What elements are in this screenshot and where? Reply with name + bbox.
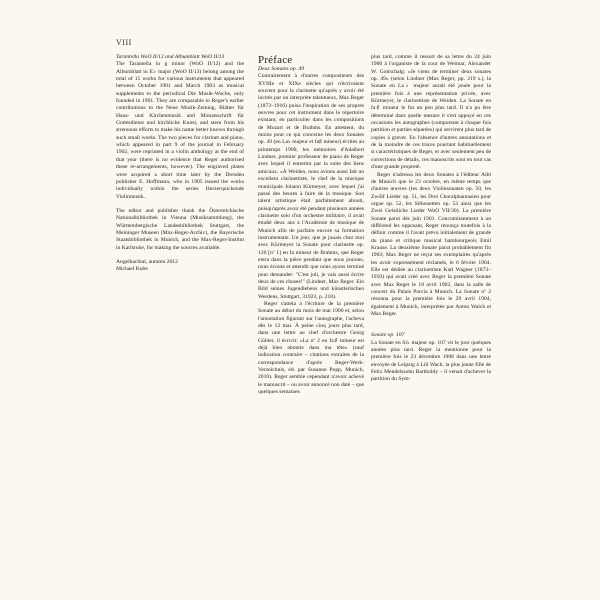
section-heading: Deux Sonates op. 49 (258, 66, 304, 72)
place-date: Angelbachtal, autumn 2012 (116, 258, 178, 265)
french-text-column-1 (258, 54, 364, 396)
preface-title: Préface (258, 54, 293, 66)
paragraph: Reger s'attela à l'écriture de la première Sonate au début du mois de mai 1900 et, selon l'annotation figurant sur l'autographe, l'acheva dès le 12 mai. À peine cinq jours plus tard, dans une lettre au chef d'orchestre Georg Göhler, il écrivit: «La nº 2 en fa♯ mineur est déjà bien aboutie dans ma tête» (sauf indication contraire – citations extraites de la correspondance d'après Reger-Werk-Verzeichnis, éd. par Susanne Popp, Munich, 2010). Reger semble cependant n'avoir achevé le manuscrit – ou avoir annoncé non daté – que quelques semaines (258, 301, 364, 396)
acknowledgements-paragraph: The editor and publisher thank the Österreichische Nationalbibliothek in Vienna (Musiksammlung), the Württembergische Landesbibliothek Stuttgart, the Meininger Museen (Max-Reger-Archiv), the Bayerische Staatsbibliothek in Munich, and the Max-Reger-Institut in Karlsruhe, for making the sources available. (116, 207, 244, 251)
english-text-column (116, 54, 244, 274)
section-heading: Tarantella WoO II/12 and Albumblatt WoO II/13 (116, 54, 225, 60)
paragraph: The Tarantella in g minor (WoO II/12) and the Albumblatt in E♭ major (WoO II/13) belong among the total of 15 works for various instruments that appeared between October 1901 and March 1903 as musical supplements to the periodical Die Musik-Woche, only founded in 1901. They are comparable to Reger's earlier contributions to the Neue Musik-Zeitung, Blätter für Haus- und Kirchenmusik and Monatsschrift für Gottesdienst und kirchliche Kunst, and stem from his strenuous efforts to make his name better known through such small works. The two pieces for clarinet and piano, which appeared in part 9 of the journal in February 1902, were reprinted in a violin anthology at the end of that year (there is no evidence that Reger authorised these re-arrangements, however). The engraved plates were acquired a short time later by the Dresden publisher E. Hoffmann, who in 1905 issued the works individually within the series Herzerquickende Violinmusik. (116, 61, 244, 200)
paragraph: La Sonate en Si♭ majeur op. 107 vit le jour quelques années plus tard. Reger la mentionne pour la première fois le 23 décembre 1908 dans une lettre envoyée de Leipzig à Lili Wach, la plus jeune fille de Felix Mendelssohn Bartholdy – il venait d'achever la partition du Sym- (371, 339, 491, 383)
paragraph: plus tard, comme il ressort de sa lettre du 24 juin 1900 à l'organiste de la cour de Weimar, Alexander W. Gottschalg: «Je viens de terminer deux sonates op. 49» (selon Lindner (Max Reger, pp. 219 s.), la Sonate en La♭ majeur aurait été jouée pour la première fois à une représentation privée, avec Kürmeyer, le clarinettiste de Weiden. La Sonate en fa♯ mineur le fut un peu plus tard. Il n'a pu être déterminé dans quelle mesure il s'est appuyé en ces occasions les autographes (comportant à chaque fois partition et parties séparées) qui servirent plus tard de copies à graver. En l'absence d'autres annotations et de la moindre de ces traces pourtant habituellement si caractéristiques de Reger, et avec seulement peu de corrections de détails, ces manuscrits sont en tout cas d'une grande propreté. (371, 54, 491, 171)
section-heading: Sonate op. 107 (371, 332, 405, 339)
page-number: VIII (116, 38, 132, 47)
author-name: Michael Kube (116, 266, 148, 273)
paragraph: Contrairement à d'autres compositeurs des XVIIIe et XIXe siècles qui n'écrivaient souvent pour la clarinette qu'après y avoir été incités par un interprète talentueux, Max Reger (1873–1916) puisa l'inspiration de ses propres œuvres pour cet instrument dans le répertoire existant, en particulier dans les compositions de Mozart et de Brahms. En attestent, du moins pour ce qui concerne les deux Sonates op. 49 (en La♭ majeur et fa♯ mineur) écrites au printemps 1900, les mémoires d'Adalbert Lindner, premier professeur de piano de Reger avec lequel il entretint par la suite des liens amicaux. «À Weiden, nous avions aussi fait un excellent clarinettiste, le chef de la musique municipale Johann Kürmeyer, avec lequel j'ai passé des heures à faire de la musique. Son talent artistique était parfaitement abouti, puisqu'après avoir été pendant plusieurs années clarinette solo d'un orchestre militaire, il avait étudié deux ans à l'Académie de musique de Munich afin de parfaire encore sa formation instrumentale. Un jour, que je jouais chez moi avec Kürmeyer la Sonate pour clarinette op. 120 [nº 1] en fa mineur de Brahms, que Reger entra dans la pièce pendant que nous jouions, nous écouta et attendit que nous ayons terminé pour demander: "C'est joli, je vais aussi écrire deux de ces choses!" (Lindner, Max Reger. Ein Bild seines Jugendlebens und künstlerischen Werdens, Stuttgart, 31923, p. 218). (258, 73, 364, 300)
french-text-column-2 (371, 54, 491, 384)
paragraph: Reger n'adressa les deux Sonates à l'éditeur Aibl de Munich que le 23 octobre, en même temps que d'autres œuvres (les deux Violinsonaten op. 50, les Zwölf Lieder op. 51, les Drei Choralphantasien pour orgue op. 52, les Silhouetten op. 53 ainsi que les Zwei Geistliche Lieder WoO VII/30). La première Sonate parut dès juin 1901. Concomitamment à un différend les opposant, Reger renonça toutefois à la définir comme il l'avait prévu initialement de grande du piano et critique musical hambourgeois Emil Krause. La deuxième Sonate parut probablement fin 1903; Max Reger ne reçut ses exemplaires qu'après les avoir expressément réclamés, le 6 février 1904. Elle est dédiée au clarinettiste Karl Wagner (1873–1950) qui avait créé avec Reger la première Sonate avec Max Reger le 18 avril 1902, dans la salle de concert du Palais Porcia à Munich. La Sonate nº 2 résonna pour la première fois le 29 avril 1904, également à Munich, interprétée par Anton Walch et Max Reger. (371, 171, 491, 318)
